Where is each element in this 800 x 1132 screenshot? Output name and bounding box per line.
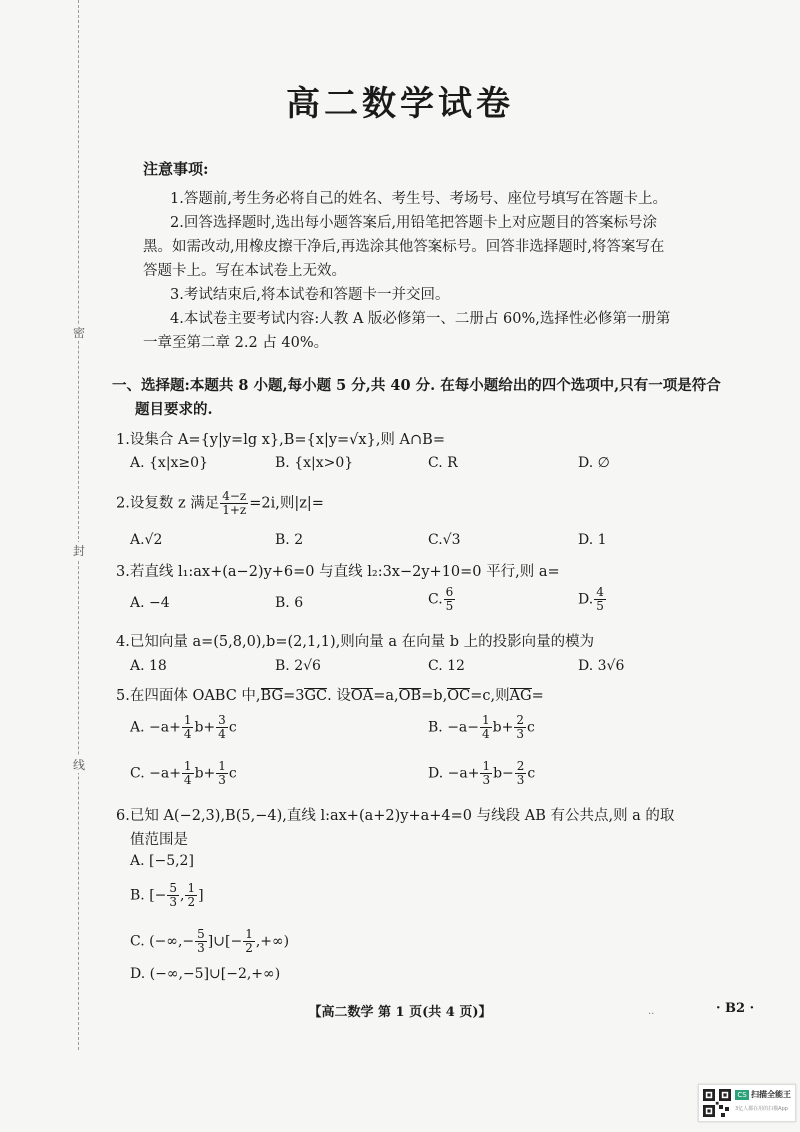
q5-a-num1: 1 [183,713,192,727]
vector-gc: GC [304,688,328,704]
q2-frac-num: 4−z [222,489,247,503]
q6-option-d: D. (−∞,−5]∪[−2,+∞) [130,966,281,982]
q5-c-part: c [228,765,237,782]
q5-a-part: c [228,719,237,736]
notice-line: 黑。如需改动,用橡皮擦干净后,再选涂其他答案标号。回答非选择题时,将答案写在 [143,239,665,255]
q5-eq1: =3 [283,688,305,704]
q2-frac-den: 1+z [222,503,247,517]
notice-line: 1.答题前,考生务必将自己的姓名、考生号、考场号、座位号填写在答题卡上。 [170,191,667,207]
q5-c-num2: 1 [218,759,226,773]
section-heading: 一、选择题:本题共 8 小题,每小题 5 分,共 40 分. 在每小题给出的四个选项中,只有一项是符合 [112,377,721,394]
q3-option-c [428,586,456,613]
vector-oc: OC [447,688,471,704]
q5-eq-c: =c,则 [470,688,510,704]
q5-d-part: D. −a+ [428,765,480,782]
q5-mid: . 设 [327,688,351,704]
q1-option-c: C. R [428,455,458,471]
scanner-watermark [698,1084,796,1122]
q5-c-den2: 3 [218,773,226,787]
question-2-stem [116,490,324,517]
q6-c-num1: 5 [197,927,205,941]
question-1-stem: 1.设集合 A={y|y=lg x},B={x|y=√x},则 A∩B= [116,432,445,448]
q5-a-den1: 4 [183,727,192,741]
q5-b-num2: 2 [516,713,524,727]
notice-heading: 注意事项: [143,160,209,178]
q6-option-c [130,928,289,955]
q3-d-den: 5 [596,599,604,613]
question-6-stem: 6.已知 A(−2,3),B(5,−4),直线 l:ax+(a+2)y+a+4=0 与线段 AB 有公共点,则 a 的取 [116,808,675,824]
q3-c-label: C. [428,591,443,608]
q6-b-num1: 5 [169,881,178,895]
q5-b-num1: 1 [482,713,490,727]
q6-c-den1: 3 [197,941,205,955]
question-5-stem [116,684,544,705]
notice-line: 3.考试结束后,将本试卷和答题卡一并交回。 [170,287,450,303]
q6-b-part: ] [198,887,204,904]
q4-option-b: B. 2√6 [275,658,321,674]
q5-d-num2: 2 [516,759,525,773]
q5-b-den2: 3 [516,727,524,741]
q5-d-den1: 3 [482,773,491,787]
q6-b-den2: 2 [187,895,196,909]
q6-c-part: ]∪[− [207,933,243,950]
q1-option-a: A. {x|x≥0} [130,455,208,471]
q5-b-part: b+ [492,719,514,736]
q6-b-den1: 3 [169,895,178,909]
notice-line: 4.本试卷主要考试内容:人教 A 版必修第一、二册占 60%,选择性必修第一册第 [170,311,671,327]
vector-bg: BG [260,688,284,704]
q5-a-den2: 4 [218,727,226,741]
q5-c-part: b+ [194,765,216,782]
q2-stem-post: =2i,则|z|= [249,495,324,512]
q4-option-c: C. 12 [428,658,465,674]
binding-mark-envelope: 封 [70,542,88,559]
q5-b-den1: 4 [482,727,490,741]
q3-d-num: 4 [596,585,604,599]
q3-c-num: 6 [445,585,454,599]
q5-d-part: b− [493,765,514,782]
q6-c-den2: 2 [245,941,253,955]
q2-option-d: D. 1 [578,532,607,548]
footer-dots: .. [648,1006,655,1017]
q5-d-part: c [527,765,536,782]
q5-a-part: A. −a+ [130,719,181,736]
q3-option-a: A. −4 [130,595,170,611]
q6-c-part: C. (−∞,− [130,933,195,950]
q5-c-part: C. −a+ [130,765,181,782]
q5-a-part: b+ [194,719,216,736]
q5-eq-a: =a, [373,688,399,704]
q5-option-d [428,760,535,787]
q5-a-num2: 3 [218,713,226,727]
page-title: 高二数学试卷 [286,84,514,124]
vector-ag: AG [509,688,532,704]
q5-d-num1: 1 [482,759,491,773]
q5-b-part: c [526,719,535,736]
q6-c-num2: 1 [245,927,253,941]
binding-mark-line: 线 [70,756,88,773]
q2-option-a: A.√2 [130,532,163,548]
q3-option-b: B. 6 [275,595,304,611]
q5-c-num1: 1 [183,759,192,773]
scanner-logo: CS [735,1090,749,1100]
page-footer: 【高二数学 第 1 页(共 4 页)】 [308,1005,492,1020]
q6-b-num2: 1 [187,881,196,895]
notice-line: 2.回答选择题时,选出每小题答案后,用铅笔把答题卡上对应题目的答案标号涂 [170,215,658,231]
q5-eq-b: =b, [421,688,448,704]
question-4-stem: 4.已知向量 a=(5,8,0),b=(2,1,1),则向量 a 在向量 b 上的投影向量的模为 [116,634,595,650]
notice-line: 答题卡上。写在本试卷上无效。 [143,263,346,279]
section-heading-cont: 题目要求的. [135,401,213,418]
qr-code-icon [703,1089,731,1117]
q4-option-a: A. 18 [130,658,167,674]
q1-option-b: B. {x|x>0} [275,455,354,471]
q5-option-a [130,714,237,741]
q5-option-b [428,714,535,741]
q6-b-part: B. [− [130,887,167,904]
q5-option-c [130,760,237,787]
binding-dashed-line [78,0,79,1050]
q3-option-d [578,586,607,613]
scanner-tagline: 3亿人都在用的扫描App [735,1106,788,1112]
vector-ob: OB [398,688,422,704]
question-6-stem-cont: 值范围是 [130,832,188,848]
q2-fraction [220,490,248,517]
notice-line: 一章至第二章 2.2 占 40%。 [143,335,329,351]
vector-oa: OA [350,688,374,704]
question-3-stem: 3.若直线 l₁:ax+(a−2)y+6=0 与直线 l₂:3x−2y+10=0 平行,则 a= [116,564,560,580]
q5-stem-pre: 5.在四面体 OABC 中, [116,688,261,704]
q6-b-part: , [180,887,185,904]
scanner-name: 扫描全能王 [751,1090,791,1099]
q6-option-a: A. [−5,2] [130,853,194,869]
q5-end: = [531,688,544,704]
q5-d-den2: 3 [516,773,525,787]
q5-b-part: B. −a− [428,719,479,736]
binding-mark-seal: 密 [70,324,88,341]
q2-option-c: C.√3 [428,532,461,548]
q2-option-b: B. 2 [275,532,304,548]
q3-c-den: 5 [445,599,454,613]
q6-c-part: ,+∞) [255,933,290,950]
q6-option-b [130,882,204,909]
q5-c-den1: 4 [183,773,192,787]
q3-d-label: D. [578,591,594,608]
q4-option-d: D. 3√6 [578,658,625,674]
q1-option-d: D. ∅ [578,455,610,471]
paper-code: · B2 · [716,1001,755,1016]
q2-stem-pre: 2.设复数 z 满足 [116,495,220,512]
